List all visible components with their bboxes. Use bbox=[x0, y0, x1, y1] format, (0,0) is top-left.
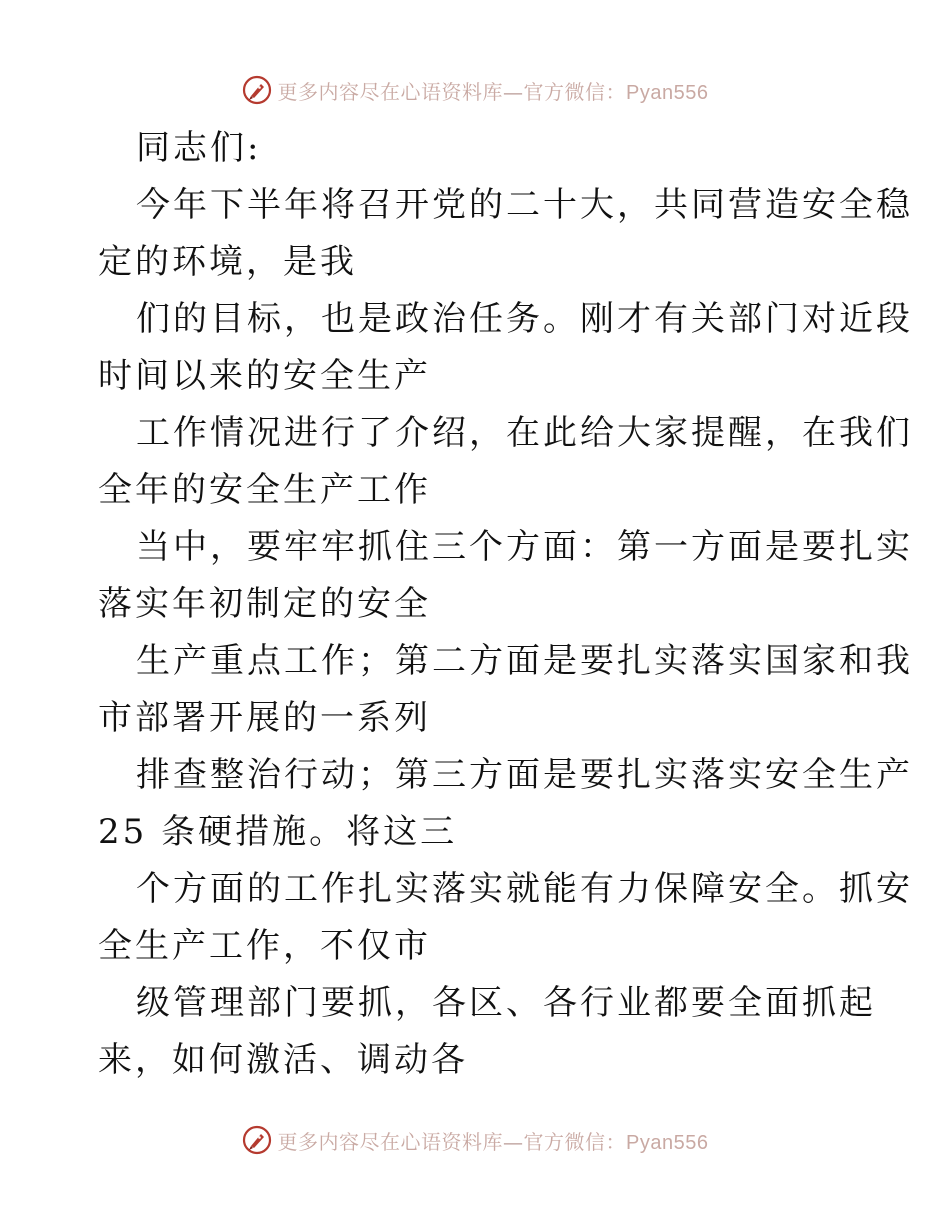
text-line: 25 条硬措施。将这三 bbox=[98, 812, 458, 852]
text-line: 今年下半年将召开党的二十大，共同营造安全稳 bbox=[136, 185, 913, 225]
text-line: 全生产工作，不仅市 bbox=[98, 926, 431, 966]
banner-text bbox=[278, 1126, 709, 1155]
text-line: 工作情况进行了介绍，在此给大家提醒，在我们 bbox=[136, 413, 913, 453]
banner-wechat-text: 官方微信：Pyan556 bbox=[523, 81, 709, 104]
text-line: 当中，要牢牢抓住三个方面：第一方面是要扎实 bbox=[136, 527, 913, 567]
banner-separator: — bbox=[503, 1129, 524, 1154]
banner-text bbox=[278, 76, 709, 105]
document-body bbox=[98, 120, 913, 1089]
banner-separator: — bbox=[503, 79, 524, 104]
pen-nib-logo-icon bbox=[242, 1125, 272, 1155]
text-line: 级管理部门要抓，各区、各行业都要全面抓起 bbox=[136, 983, 876, 1023]
pen-nib-logo-icon bbox=[242, 75, 272, 105]
text-line: 生产重点工作；第二方面是要扎实落实国家和我 bbox=[136, 641, 913, 681]
text-line: 们的目标，也是政治任务。刚才有关部门对近段 bbox=[136, 299, 913, 339]
text-line: 排查整治行动；第三方面是要扎实落实安全生产 bbox=[136, 755, 913, 795]
banner-site-text: 更多内容尽在心语资料库 bbox=[277, 79, 504, 104]
text-line: 市部署开展的一系列 bbox=[98, 698, 431, 738]
text-line: 全年的安全生产工作 bbox=[98, 470, 431, 510]
text-line: 落实年初制定的安全 bbox=[98, 584, 431, 624]
text-line: 个方面的工作扎实落实就能有力保障安全。抓安 bbox=[136, 869, 913, 909]
banner-wechat-text: 官方微信：Pyan556 bbox=[523, 1131, 709, 1154]
text-line: 时间以来的安全生产 bbox=[98, 356, 431, 396]
text-line: 来，如何激活、调动各 bbox=[98, 1040, 468, 1080]
footer-banner bbox=[0, 1120, 950, 1160]
banner-site-text: 更多内容尽在心语资料库 bbox=[277, 1129, 504, 1154]
text-line: 定的环境，是我 bbox=[98, 242, 357, 282]
salutation: 同志们: bbox=[136, 128, 262, 168]
header-banner bbox=[0, 70, 950, 110]
